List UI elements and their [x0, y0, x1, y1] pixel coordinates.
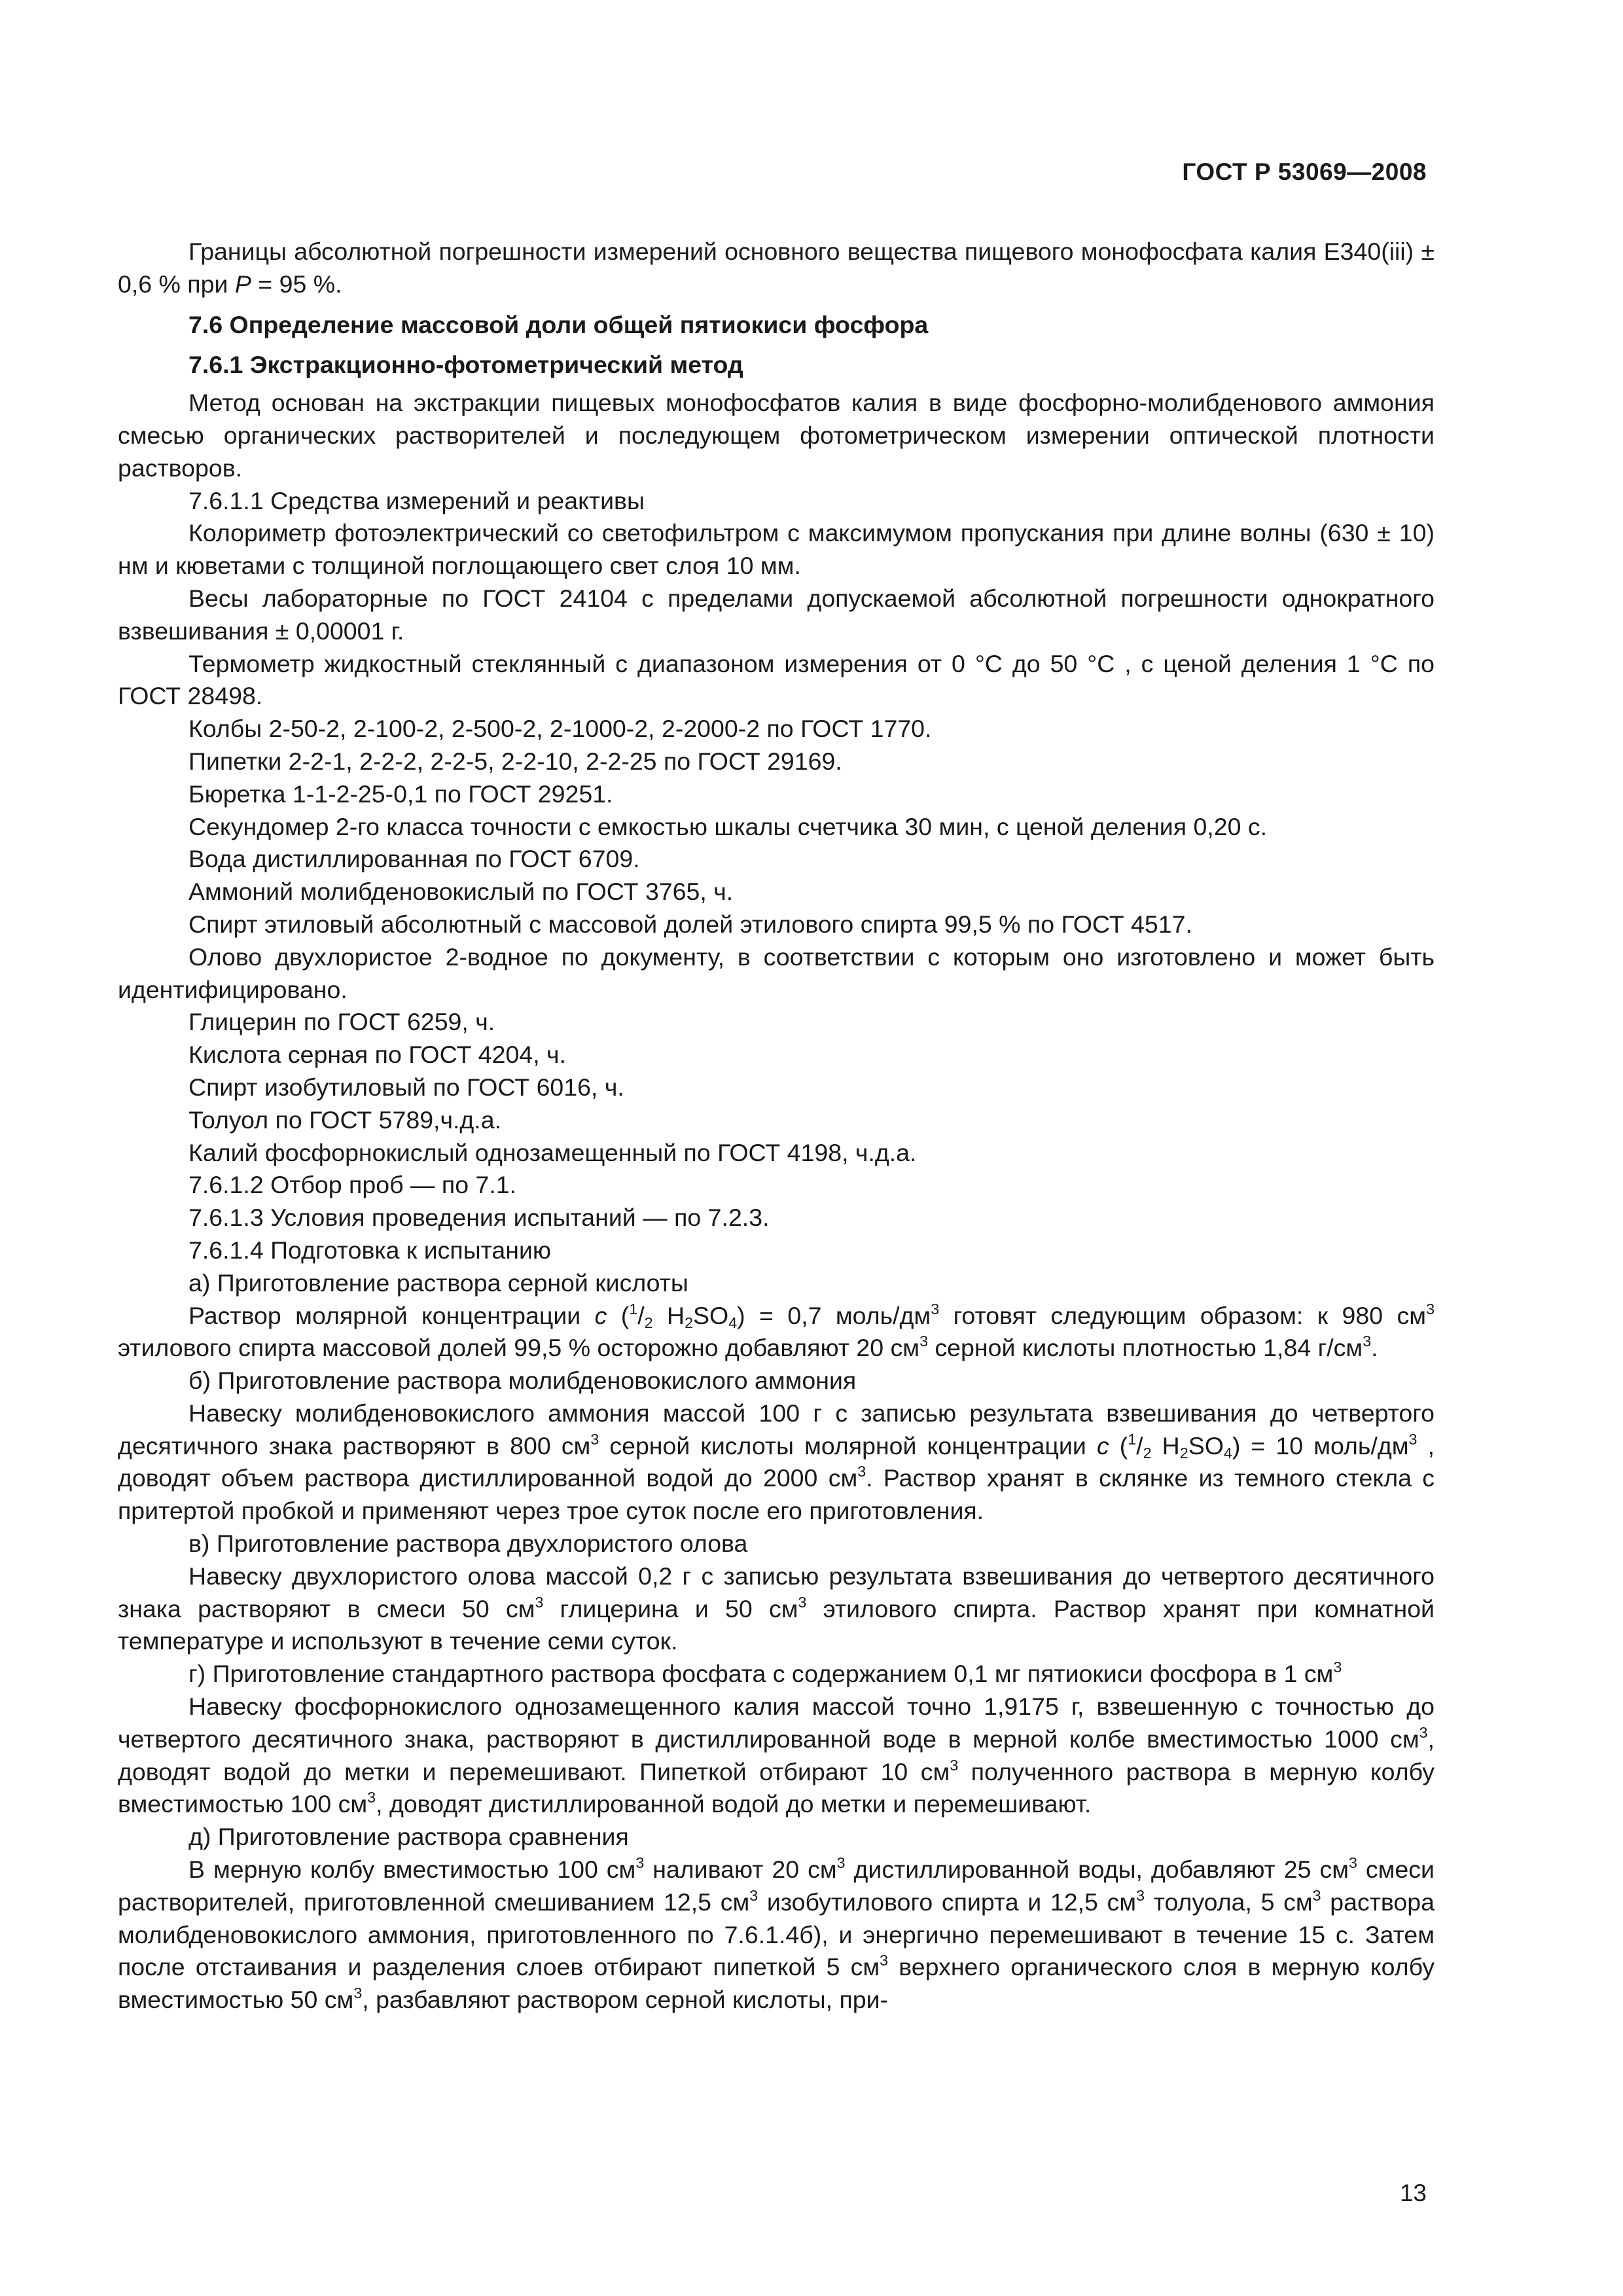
- paragraph: Весы лабораторные по ГОСТ 24104 с пределами допускаемой абсолютной погрешности однократного взвешивания ± 0,00001 г.: [118, 584, 1435, 645]
- item-heading: в) Приготовление раствора двухлористого олова: [188, 1530, 748, 1558]
- list-item: Секундомер 2-го класса точности с емкостью шкалы счетчика 30 мин, с ценой деления 0,20 с.: [188, 812, 1268, 840]
- clause-heading: 7.6.1.2 Отбор проб — по 7.1.: [188, 1171, 517, 1199]
- item-heading: а) Приготовление раствора серной кислоты: [188, 1268, 688, 1297]
- list-item: Спирт изобутиловый по ГОСТ 6016, ч.: [188, 1073, 624, 1101]
- list-item: Аммоний молибденовокислый по ГОСТ 3765, ч.: [188, 878, 734, 906]
- subsection-heading: 7.6.1 Экстракционно-фотометрический метод: [188, 351, 743, 379]
- item-heading: г) Приготовление стандартного раствора фосфата с содержанием 0,1 мг пятиокиси фосфора в 1 $см^3$: [188, 1659, 1342, 1688]
- document-header: ГОСТ Р 53069—2008: [1182, 158, 1427, 185]
- list-item: Кислота серная по ГОСТ 4204, ч.: [188, 1041, 566, 1069]
- document-body: [118, 236, 1435, 2017]
- clause-heading: 7.6.1.3 Условия проведения испытаний — по 7.2.3.: [188, 1204, 770, 1232]
- paragraph: Раствор молярной концентрации с ($^1/_2$ $H_2SO_4) = 0,7$ моль/$дм^3$ готовят следующим образом: к 980 $см^3$ этилового спирта массовой долей 99,5 % осторожно добавляют 20 $см^3$ серной кислоты плотностью 1,84 $г/см^3$.: [118, 1300, 1435, 1362]
- list-item: Колбы 2-50-2, 2-100-2, 2-500-2, 2-1000-2, 2-2000-2 по ГОСТ 1770.: [188, 715, 932, 743]
- list-item: Глицерин по ГОСТ 6259, ч.: [188, 1008, 495, 1036]
- page-number: 13: [1399, 2179, 1427, 2206]
- paragraph: Навеску фосфорнокислого однозамещенного калия массой точно 1,9175 г, взвешенную с точностью до четвертого десятичного знака, растворяют в дистиллированной воде в мерной колбе вместимостью 1000 $см^3$, доводят водой до метки и перемешивают. Пипеткой отбирают 10 $см^3$ полученного раствора в мерную колбу вместимостью 100 $см^3$, доводят дистиллированной водой до метки и перемешивают.: [118, 1693, 1435, 1818]
- list-item: Вода дистиллированная по ГОСТ 6709.: [188, 845, 640, 873]
- item-heading: д) Приготовление раствора сравнения: [188, 1823, 629, 1851]
- list-item: Пипетки 2-2-1, 2-2-2, 2-2-5, 2-2-10, 2-2-25 по ГОСТ 29169.: [188, 747, 842, 775]
- list-item: Калий фосфорнокислый однозамещенный по ГОСТ 4198, ч.д.а.: [188, 1138, 917, 1166]
- clause-heading: 7.6.1.4 Подготовка к испытанию: [188, 1236, 552, 1264]
- list-item: Спирт этиловый абсолютный с массовой долей этилового спирта 99,5 % по ГОСТ 4517.: [188, 910, 1192, 938]
- paragraph: В мерную колбу вместимостью 100 $см^3$ наливают 20 $см^3$ дистиллированной воды, добавляют 25 $см^3$ смеси растворителей, приготовленной смешиванием 12,5 $см^3$ изобутилового спирта и 12,5 $см^3$ толуола, 5 $см^3$ раствора молибденовокислого аммония, приготовленного по 7.6.1.4б), и энергично перемешивают в течение 15 с. Затем после отстаивания и разделения слоев отбирают пипеткой 5 $см^3$ верхнего органического слоя в мерную колбу вместимостью 50 $см^3$, разбавляют раствором серной кислоты, при-: [118, 1854, 1435, 2014]
- paragraph: Термометр жидкостный стеклянный с диапазоном измерения от 0 °С до 50 °С , с ценой деления 1 °С по ГОСТ 28498.: [118, 649, 1435, 710]
- item-heading: б) Приготовление раствора молибденовокислого аммония: [188, 1367, 857, 1395]
- paragraph: Границы абсолютной погрешности измерений основного вещества пищевого монофосфата калия Е340(iii) ± 0,6 % при Р = 95 %.: [118, 238, 1435, 298]
- section-heading: 7.6 Определение массовой доли общей пятиокиси фосфора: [188, 310, 929, 338]
- list-item: Олово двухлористое 2-водное по документу, в соответствии с которым оно изготовлено и может быть идентифицировано.: [118, 942, 1435, 1003]
- clause-heading: 7.6.1.1 Средства измерений и реактивы: [188, 486, 645, 514]
- list-item: Бюретка 1-1-2-25-0,1 по ГОСТ 29251.: [188, 780, 613, 808]
- paragraph: Навеску двухлористого олова массой 0,2 г с записью результата взвешивания до четвертого десятичного знака растворяют в смеси 50 $см^3$ глицерина и 50 $см^3$ этилового спирта. Раствор хранят при комнатной температуре и используют в течение семи суток.: [118, 1562, 1435, 1655]
- paragraph: Метод основан на экстракции пищевых монофосфатов калия в виде фосфорно-молибденового аммония смесью органических растворителей и последующем фотометрическом измерении оптической плотности растворов.: [118, 389, 1435, 482]
- list-item: Толуол по ГОСТ 5789,ч.д.а.: [188, 1105, 501, 1134]
- paragraph: Колориметр фотоэлектрический со светофильтром с максимумом пропускания при длине волны (630 ± 10) нм и кюветами с толщиной поглощающего свет слоя 10 мм.: [118, 519, 1435, 580]
- paragraph: Навеску молибденовокислого аммония массой 100 г с записью результата взвешивания до четвертого десятичного знака растворяют в 800 $см^3$ серной кислоты молярной концентрации с ($^1/_2$ $H_2SO_4) = 10$ моль/$дм^3$ , доводят объем раствора дистиллированной водой до 2000 $см^3$. Раствор хранят в склянке из темного стекла с притертой пробкой и применяют через трое суток после его приготовления.: [118, 1399, 1435, 1525]
